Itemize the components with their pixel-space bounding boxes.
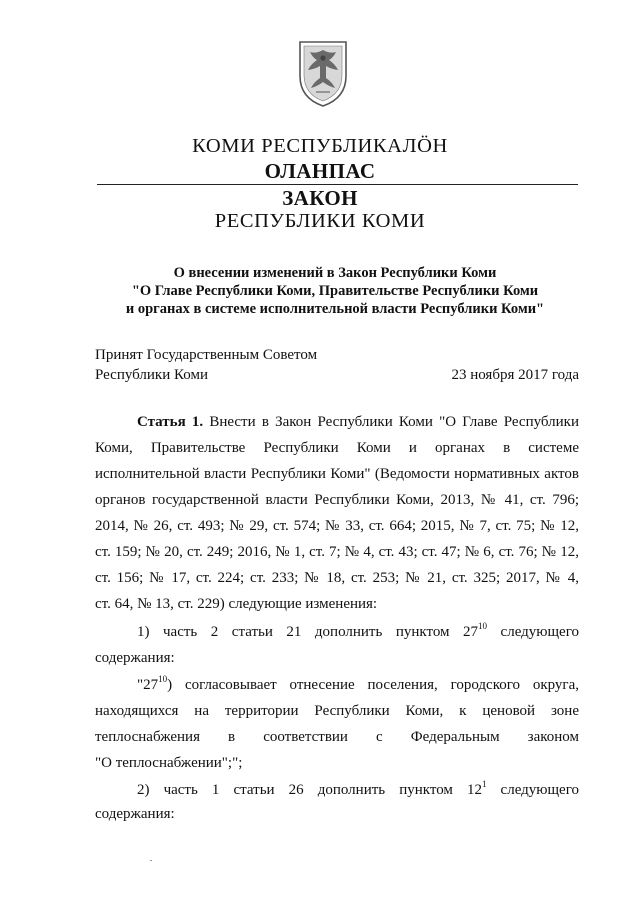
adopted-by-line-2: Республики Коми [95,367,208,383]
law-title-line-2: "О Главе Республики Коми, Правительстве Республики Коми [131,283,539,299]
body-line: ст. 159; № 20, ст. 249; 2016, № 1, ст. 7; № 4, ст. 43; ст. 47; № 6, ст. 76; № 12, [95,544,579,560]
header-respubliki: РЕСПУБЛИКИ КОМИ [214,210,426,232]
item-2-superscript: 1 [481,779,487,789]
item-2-text: 2) часть 1 статьи 26 дополнить пунктом 12 [137,782,482,798]
body-line: ст. 64, № 13, ст. 229) следующие изменения: [95,596,378,612]
quote-1-line-3: теплоснабжения в соответствии с Федеральным законом [95,729,579,745]
quote-1-superscript: 10 [158,674,168,684]
item-1-text-after: следующего [487,624,579,640]
quote-1-open: "27 [137,677,159,693]
body-line: 2014, № 26, ст. 493; № 29, ст. 574; № 33, ст. 664; 2015, № 7, ст. 75; № 12, [95,518,579,534]
quote-1-rest: ) согласовывает отнесение поселения, городского округа, [167,677,579,693]
law-title-line-3: и органах в системе исполнительной власти Республики Коми" [125,301,545,317]
body-line: ст. 156; № 17, ст. 224; ст. 233; № 18, ст. 253; № 21, ст. 325; 2017, № 4, [95,570,579,586]
header-komi-line: КОМИ РЕСПУБЛИКАЛӦН [192,135,448,157]
header-zakon: ЗАКОН [282,186,358,210]
quote-1-line-4: "О теплоснабжении";"; [95,755,243,771]
item-1-line [137,621,579,641]
item-2-continuation: содержания: [95,806,175,822]
header-divider-short [97,184,192,185]
quote-1-line-1 [137,674,579,694]
coat-of-arms-icon [296,36,350,108]
scan-speck [150,860,152,861]
adopted-by-line-1: Принят Государственным Советом [95,347,318,363]
item-2-line [137,779,579,799]
body-line: органов государственной власти Республики Коми, 2013, № 41, ст. 796; [95,492,579,508]
item-1-text: 1) часть 2 статьи 21 дополнить пунктом 27 [137,624,479,640]
item-1-continuation: содержания: [95,650,175,666]
item-2-text-after: следующего [486,782,579,798]
header-divider [192,184,578,185]
article-1-first-line [137,414,579,431]
body-line: Коми, Правительстве Республики Коми и органах в системе [95,440,579,456]
item-1-superscript: 10 [478,621,488,631]
quote-1-line-2: находящихся на территории Республики Коми, к ценовой зоне [95,703,579,719]
body-line: исполнительной власти Республики Коми" (Ведомости нормативных актов [95,466,579,482]
header-olanpas: ОЛАНПАС [264,159,376,183]
adoption-date: 23 ноября 2017 года [451,367,579,383]
article-label: Статья 1. [137,414,204,430]
law-title-line-1: О внесении изменений в Закон Республики Коми [173,265,497,281]
body-line: Внести в Закон Республики Коми "О Главе Республики [203,414,579,430]
